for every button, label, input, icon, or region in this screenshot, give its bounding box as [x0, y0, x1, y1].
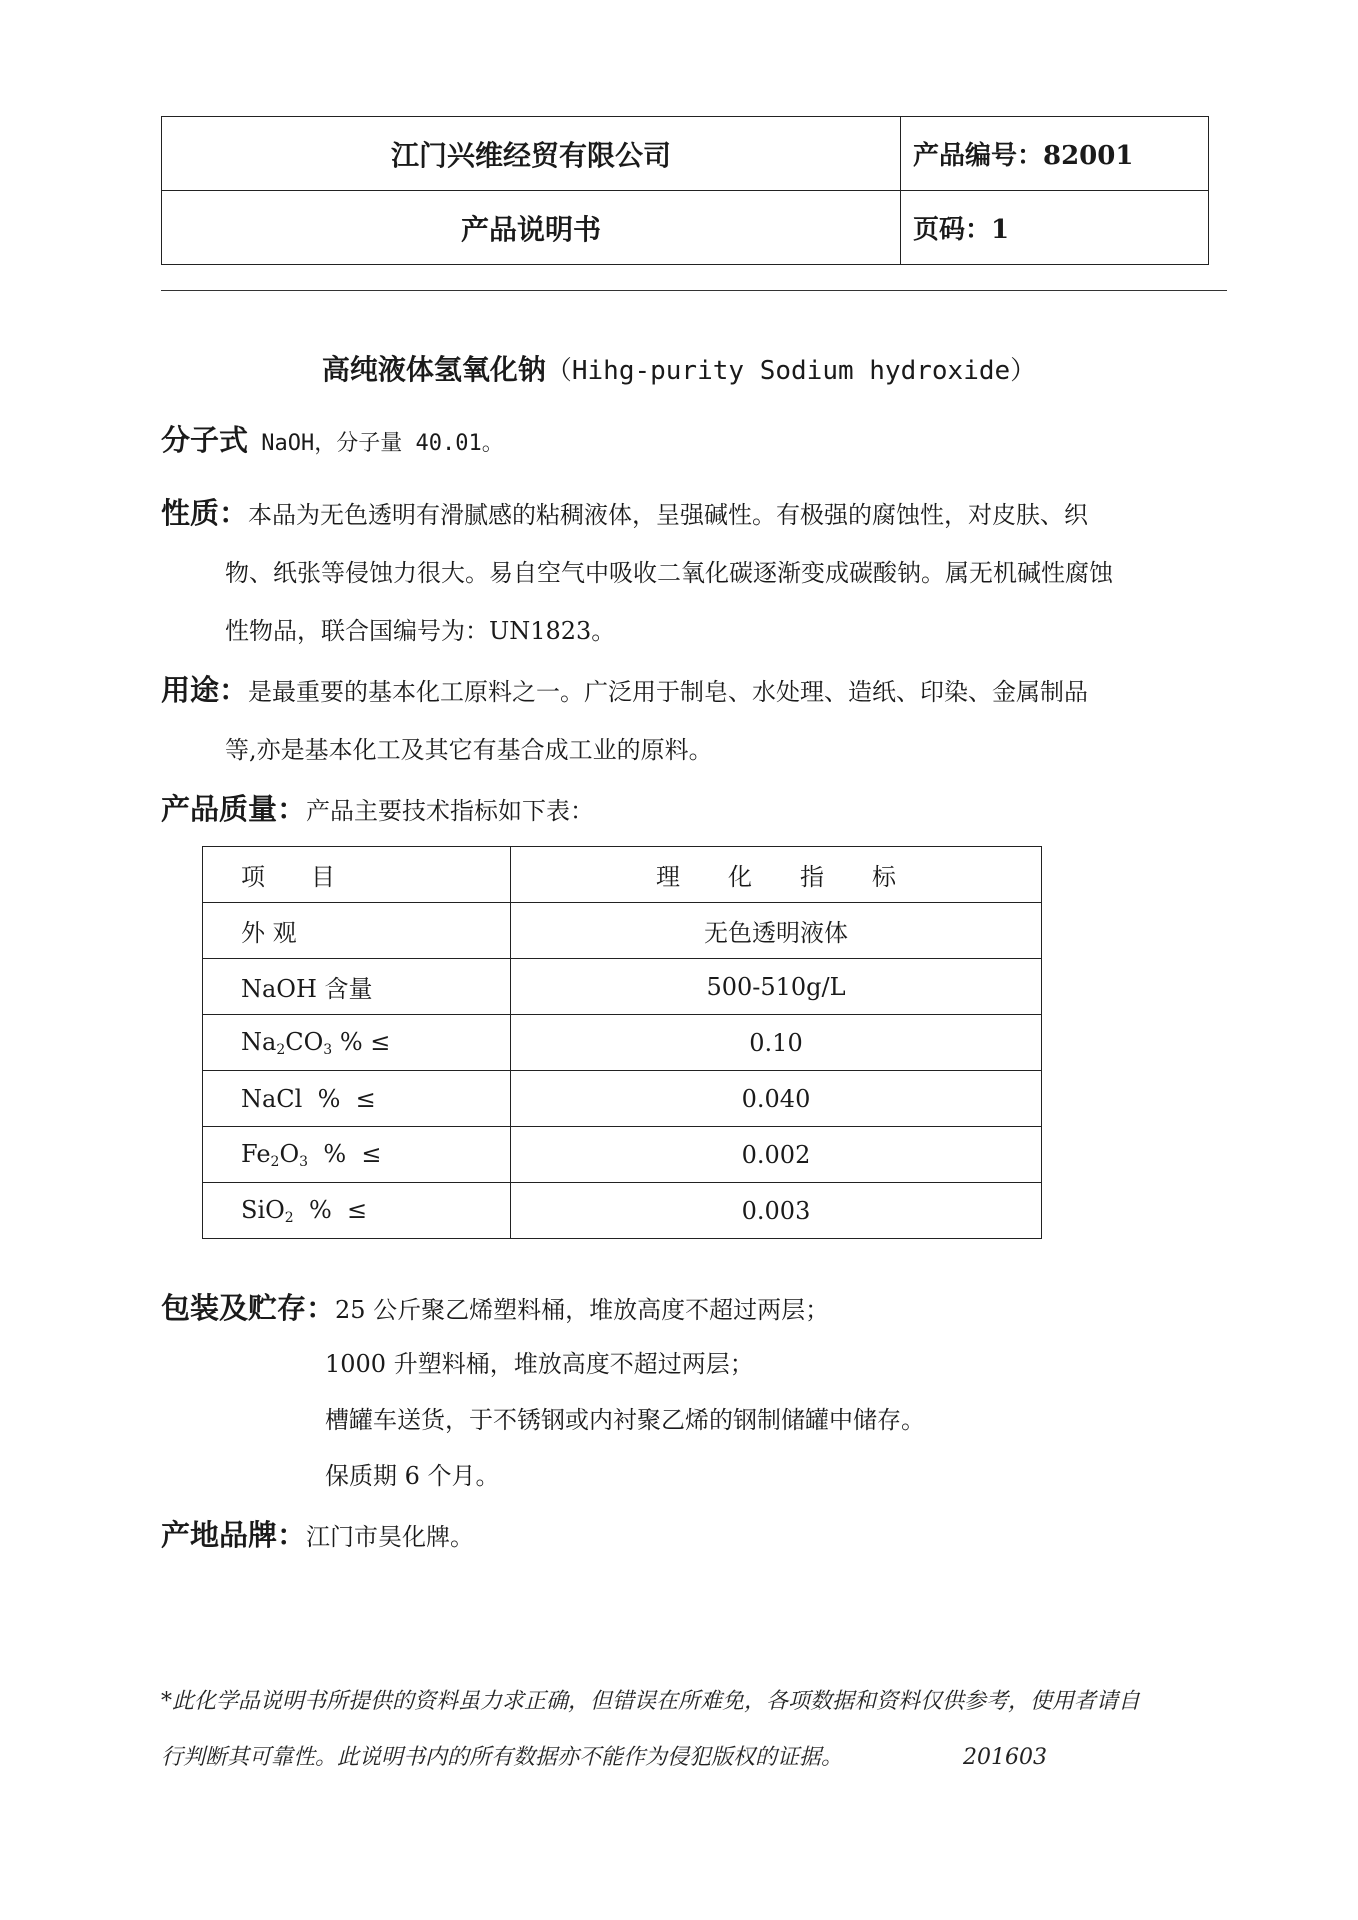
- properties-section: [161, 484, 1227, 660]
- disclaimer-line-1: *此化学品说明书所提供的资料虽力求正确，但错误在所难免，各项数据和资料仅供参考，使用者请自: [161, 1689, 1141, 1714]
- table-row: [203, 1183, 1042, 1239]
- usage-line-1: [161, 661, 1227, 721]
- usage-line-2: 等,亦是基本化工及其它有基合成工业的原料。: [225, 736, 713, 764]
- formula-label: 分子式: [161, 423, 249, 457]
- header-divider: [161, 290, 1227, 291]
- row-item: [203, 1015, 511, 1071]
- product-code: 产品编号：82001: [901, 117, 1209, 191]
- title-english: （Hihg-purity Sodium hydroxide）: [545, 356, 1037, 386]
- formula-tail: % ≤: [332, 1027, 391, 1056]
- table-row: [203, 903, 1042, 959]
- storage-line-1: [161, 1280, 925, 1336]
- formula-tail: % ≤: [308, 1139, 382, 1168]
- formula-part: CO: [285, 1027, 324, 1056]
- formula-part: Fe: [241, 1139, 271, 1168]
- storage-line-4: 保质期 6 个月。: [325, 1462, 500, 1490]
- disclaimer-text-2: 行判断其可靠性。此说明书内的所有数据亦不能作为侵犯版权的证据。: [161, 1745, 844, 1770]
- company-name: 江门兴维经贸有限公司: [162, 117, 901, 191]
- usage-text-1: 是最重要的基本化工原料之一。广泛用于制皂、水处理、造纸、印染、金属制品: [248, 678, 1089, 706]
- storage-text-1: 25 公斤聚乙烯塑料桶，堆放高度不超过两层；: [335, 1296, 830, 1324]
- row-item: 外 观: [203, 903, 511, 959]
- subscript: 2: [284, 1209, 294, 1226]
- storage-line-2: 1000 升塑料桶，堆放高度不超过两层；: [325, 1350, 754, 1378]
- table-row: [203, 1071, 1042, 1127]
- formula-part: Na: [241, 1027, 277, 1056]
- header-row-2: [162, 191, 1209, 265]
- formula-section: [161, 411, 1227, 473]
- row-item: NaCl % ≤: [203, 1071, 511, 1127]
- disclaimer-line-2: [161, 1730, 1227, 1786]
- quality-label: 产品质量：: [161, 792, 307, 826]
- document-type: 产品说明书: [162, 191, 901, 265]
- quality-intro: 产品主要技术指标如下表：: [306, 797, 595, 825]
- document-header-table: [161, 116, 1209, 265]
- brand-label: 产地品牌：: [161, 1518, 307, 1552]
- document-date: 201603: [963, 1745, 1047, 1770]
- properties-line-1: [161, 484, 1227, 544]
- subscript: 2: [270, 1153, 280, 1170]
- brand-text: 江门市昊化牌。: [306, 1523, 475, 1551]
- table-header-row: [203, 847, 1042, 903]
- properties-line-3: 性物品，联合国编号为：UN1823。: [225, 617, 616, 645]
- table-row: [203, 959, 1042, 1015]
- properties-label: 性质：: [161, 496, 249, 530]
- properties-text-1: 本品为无色透明有滑腻感的粘稠液体，呈强碱性。有极强的腐蚀性，对皮肤、织: [248, 501, 1089, 529]
- storage-label: 包装及贮存：: [161, 1291, 336, 1325]
- row-value: 500-510g/L: [511, 959, 1042, 1015]
- row-item: [203, 1183, 511, 1239]
- page-number: 页码：1: [901, 191, 1209, 265]
- row-value: 0.040: [511, 1071, 1042, 1127]
- storage-section: [161, 1280, 925, 1504]
- row-value: 0.002: [511, 1127, 1042, 1183]
- header-item: 项目: [203, 847, 511, 903]
- formula-part: O: [279, 1139, 300, 1168]
- row-item: [203, 1127, 511, 1183]
- header-index: 理化指标: [511, 847, 1042, 903]
- title-chinese: 高纯液体氢氧化钠: [321, 353, 546, 386]
- row-value: 0.10: [511, 1015, 1042, 1071]
- storage-line-3: 槽罐车送货，于不锈钢或内衬聚乙烯的钢制储罐中储存。: [325, 1406, 925, 1434]
- properties-line-2: 物、纸张等侵蚀力很大。易自空气中吸收二氧化碳逐渐变成碳酸钠。属无机碱性腐蚀: [225, 559, 1113, 587]
- subscript: 2: [276, 1041, 286, 1058]
- row-item: NaOH 含量: [203, 959, 511, 1015]
- quality-section: [161, 780, 1227, 840]
- row-value: 无色透明液体: [511, 903, 1042, 959]
- table-row: [203, 1015, 1042, 1071]
- usage-label: 用途：: [161, 673, 249, 707]
- subscript: 3: [299, 1153, 309, 1170]
- table-row: [203, 1127, 1042, 1183]
- formula-tail: % ≤: [293, 1195, 368, 1224]
- row-value: 0.003: [511, 1183, 1042, 1239]
- usage-section: [161, 661, 1227, 779]
- specification-table: [202, 846, 1042, 1239]
- formula-text: NaOH，分子量 40.01。: [248, 431, 504, 456]
- header-row-1: [162, 117, 1209, 191]
- page-title: [0, 348, 1358, 388]
- formula-part: SiO: [241, 1195, 285, 1224]
- subscript: 3: [323, 1041, 333, 1058]
- brand-section: [161, 1506, 1227, 1566]
- disclaimer: [161, 1674, 1227, 1786]
